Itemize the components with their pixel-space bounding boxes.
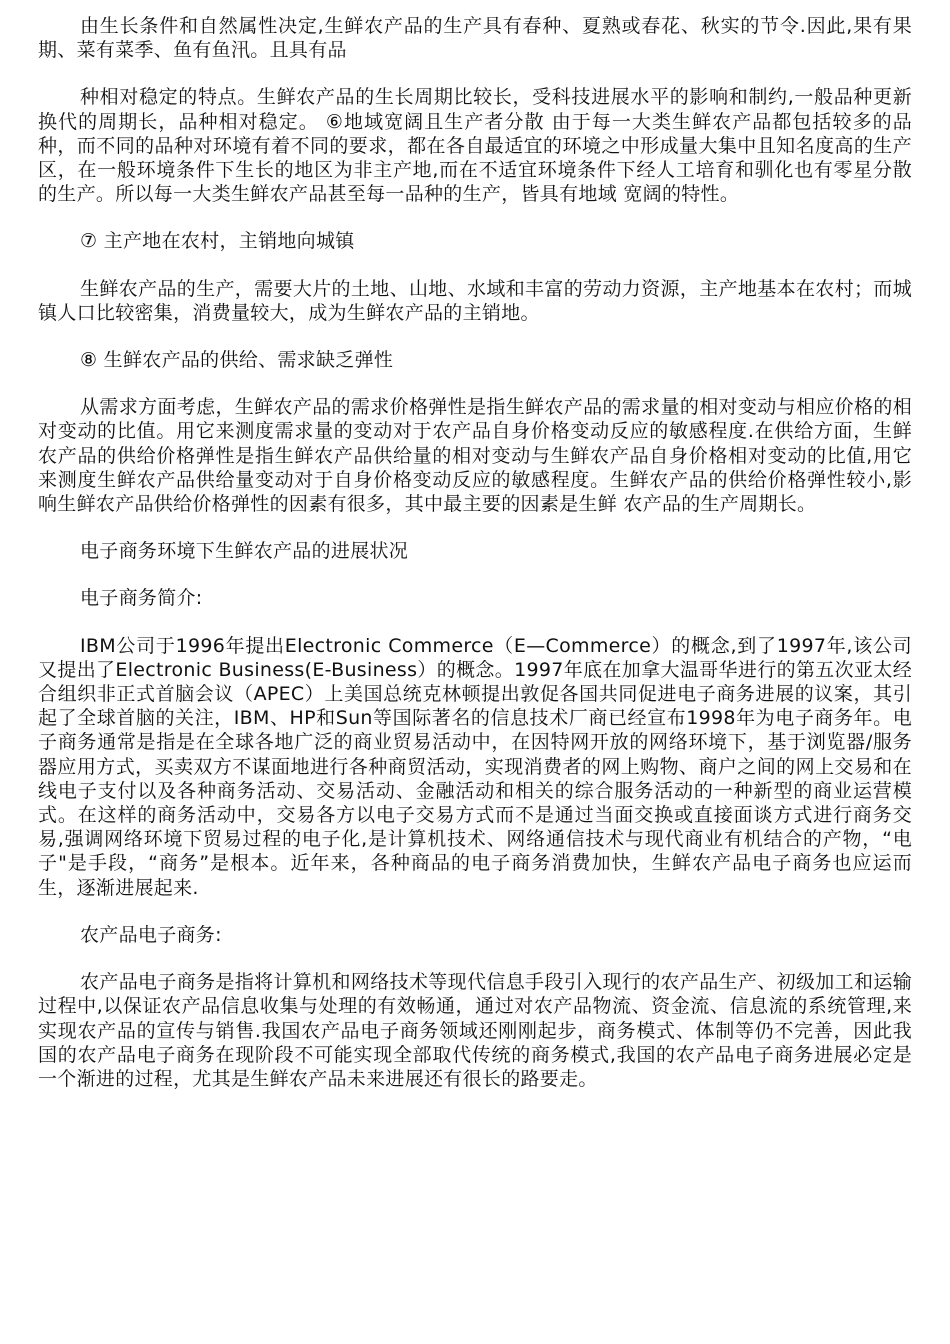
heading-production-in-rural: ⑦ 主产地在农村，主销地向城镇 (80, 230, 355, 253)
heading-inelastic-supply-demand: ⑧ 生鲜农产品的供给、需求缺乏弹性 (80, 349, 394, 372)
paragraph-seasonality: 由生长条件和自然属性决定,生鲜农产品的生产具有春种、夏熟或春花、秋实的节令.因此,果有果期、菜有菜季、鱼有鱼汛。且具有品 (38, 15, 912, 62)
paragraph-variety-stability: 种相对稳定的特点。生鲜农产品的生长周期比较长，受科技进展水平的影响和制约,一般品种更新换代的周期长，品种相对稳定。 ⑥地域宽阔且生产者分散 由于每一大类生鲜农产品都包括较多的品种，而不同的品种对环境有着不同的要求，都在各自最适宜的环境之中形成量大集中且知名度高的生产区，在一般环境条件下生长的地区为非主产地,而在不适宜环境条件下经人工培育和驯化也有零星分散的生产。所以每一大类生鲜农产品甚至每一品种的生产，皆具有地域 宽阔的特性。 (38, 86, 912, 206)
heading-ecommerce-status: 电子商务环境下生鲜农产品的进展状况 (80, 540, 409, 563)
paragraph-ecommerce-intro: IBM公司于1996年提出Electronic Commerce（E—Commerce）的概念,到了1997年,该公司又提出了Electronic Business(E-Business）的概念。1997年底在加拿大温哥华进行的第五次亚太经合组织非正式首脑会议（APEC）上美国总统克林顿提出敦促各国共同促进电子商务进展的议案，其引起了全球首脑的关注，IBM、HP和Sun等国际著名的信息技术厂商已经宣布1998年为电子商务年。电子商务通常是指是在全球各地广泛的商业贸易活动中，在因特网开放的网络环境下，基于浏览器/服务器应用方式，买卖双方不谋面地进行各种商贸活动，实现消费者的网上购物、商户之间的网上交易和在线电子支付以及各种商务活动、交易活动、金融活动和相关的综合服务活动的一种新型的商业运营模式。在这样的商务活动中，交易各方以电子交易方式而不是通过当面交换或直接面谈方式进行商务交易,强调网络环境下贸易过程的电子化,是计算机技术、网络通信技术与现代商业有机结合的产物，“电子"是手段，“商务”是根本。近年来，各种商品的电子商务消费加快，生鲜农产品电子商务也应运而生，逐渐进展起来. (38, 634, 912, 899)
paragraph-price-elasticity: 从需求方面考虑，生鲜农产品的需求价格弹性是指生鲜农产品的需求量的相对变动与相应价格的相对变动的比值。用它来测度需求量的变动对于农产品自身价格变动反应的敏感程度.在供给方面，生鲜农产品的供给价格弹性是指生鲜农产品供给量的相对变动与生鲜农产品自身价格相对变动的比值,用它来测度生鲜农产品供给量变动对于自身价格变动反应的敏感程度。生鲜农产品的供给价格弹性较小,影响生鲜农产品供给价格弹性的因素有很多，其中最主要的因素是生鲜 农产品的生产周期长。 (38, 396, 912, 516)
heading-ecommerce-intro: 电子商务简介: (80, 587, 203, 610)
paragraph-rural-urban: 生鲜农产品的生产，需要大片的土地、山地、水域和丰富的劳动力资源，主产地基本在农村；而城镇人口比较密集，消费量较大，成为生鲜农产品的主销地。 (38, 277, 912, 324)
document-page (38, 14, 912, 1114)
paragraph-agri-ecommerce: 农产品电子商务是指将计算机和网络技术等现代信息手段引入现行的农产品生产、初级加工和运输过程中,以保证农产品信息收集与处理的有效畅通，通过对农产品物流、资金流、信息流的系统管理,来实现农产品的宣传与销售.我国农产品电子商务领域还刚刚起步，商务模式、体制等仍不完善，因此我国的农产品电子商务在现阶段不可能实现全部取代传统的商务模式,我国的农产品电子商务进展必定是一个渐进的过程，尤其是生鲜农产品未来进展还有很长的路要走。 (38, 971, 912, 1090)
heading-agri-ecommerce: 农产品电子商务: (80, 923, 222, 946)
